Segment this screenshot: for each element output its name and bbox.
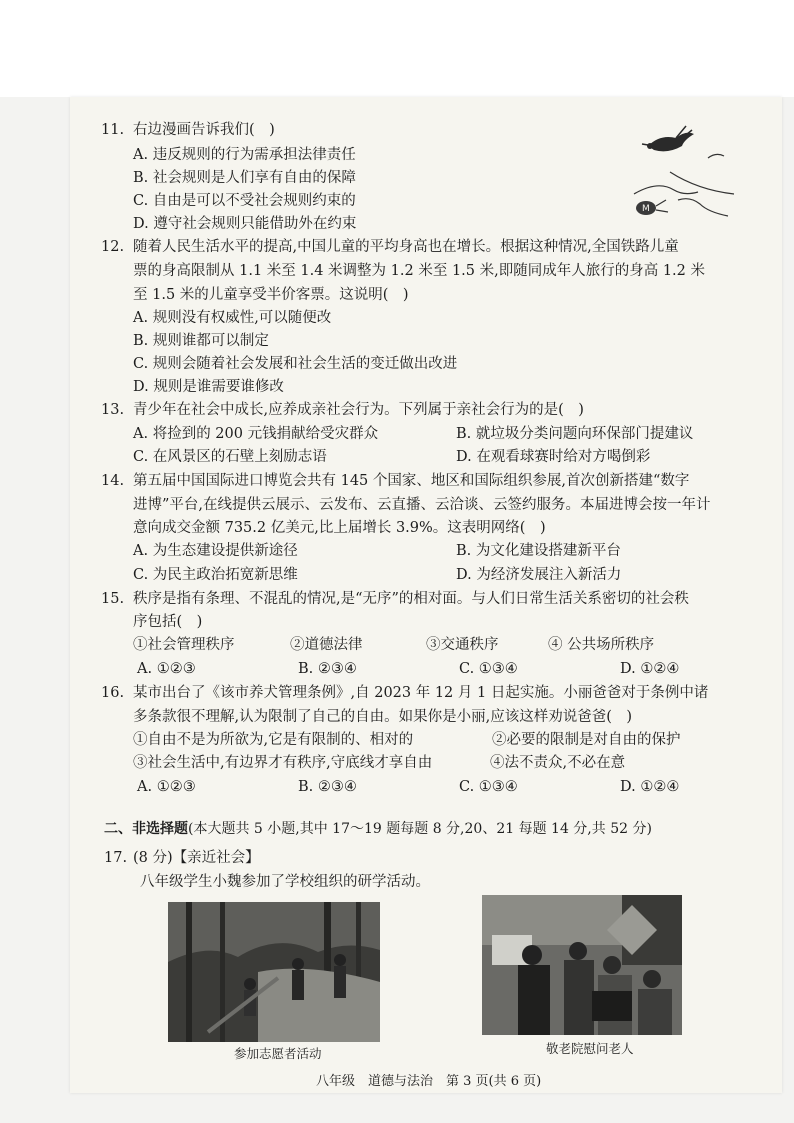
question-number: 17. [104,850,128,866]
nursing-home-photo [482,895,682,1035]
question-number: 13. [101,402,125,418]
option: A. 为生态建设提供新途径 [133,543,298,559]
question-stem-line: 随着人民生活水平的提高,中国儿童的平均身高也在增长。根据这种情况,全国铁路儿童 [133,239,679,255]
question-stem: 右边漫画告诉我们( ) [133,122,275,138]
option: A. ①②③ [137,661,196,677]
volunteer-activity-photo [168,902,380,1042]
question-stem-line: 第五届中国国际进口博览会共有 145 个国家、地区和国际组织参展,首次创新搭建“数字 [133,473,690,489]
question-number: 15. [101,591,125,607]
question-number: 16. [101,685,125,701]
option: A. ①②③ [137,779,196,795]
statement-item: ②必要的限制是对自由的保护 [492,732,681,748]
question-stem-line: 多条款很不理解,认为限制了自己的自由。如果你是小丽,应该这样劝说爸爸( ) [133,709,633,725]
option: C. 自由是可以不受社会规则约束的 [133,193,356,209]
fallen-figure-cartoon-icon [632,192,672,220]
question-stem-line: 意向成交金额 735.2 亿美元,比上届增长 3.9%。这表明网络( ) [133,520,546,536]
option: B. 规则谁都可以制定 [133,333,269,349]
option: D. 为经济发展注入新活力 [456,567,622,583]
photo-caption: 敬老院慰问老人 [546,1041,634,1056]
option: C. 规则会随着社会发展和社会生活的变迁做出改进 [133,356,458,372]
option: C. ①③④ [459,779,518,795]
photo-caption: 参加志愿者活动 [234,1046,322,1061]
option: D. ①②④ [620,779,680,795]
section-title: 二、非选择题 [104,821,188,837]
question-stem-line: 至 1.5 米的儿童享受半价客票。这说明( ) [133,287,409,303]
question-number: 11. [101,122,125,138]
question-stem: 青少年在社会中成长,应养成亲社会行为。下列属于亲社会行为的是( ) [133,402,584,418]
option: C. 在风景区的石壁上刻励志语 [133,449,327,465]
statement-item: ④法不责众,不必在意 [490,755,626,771]
option: B. 就垃圾分类问题向环保部门提建议 [456,426,694,442]
question-number: 14. [101,473,125,489]
option: B. 为文化建设搭建新平台 [456,543,621,559]
page-footer: 八年级 道德与法治 第 3 页(共 6 页) [316,1074,542,1089]
question-stem-line: 某市出台了《该市养犬管理条例》,自 2023 年 12 月 1 日起实施。小丽爸爸对于条例中诸 [133,685,709,701]
option: D. 在观看球赛时给对方喝倒彩 [456,449,651,465]
question-text: 八年级学生小魏参加了学校组织的研学活动。 [140,874,430,890]
option: B. ②③④ [298,661,357,677]
statement-item: ①自由不是为所欲为,它是有限制的、相对的 [133,732,414,748]
question-number: 12. [101,239,125,255]
statement-item: ③交通秩序 [426,637,499,653]
option: A. 违反规则的行为需承担法律责任 [133,147,356,163]
statement-item: ②道德法律 [290,637,363,653]
option: D. 遵守社会规则只能借助外在约束 [133,216,357,232]
statement-item: ③社会生活中,有边界才有秩序,守底线才享自由 [133,755,433,771]
option: B. 社会规则是人们享有自由的保障 [133,170,356,186]
question-stem-line: 序包括( ) [133,614,203,630]
option: D. ①②④ [620,661,680,677]
svg-text:M: M [642,204,650,214]
question-stem-line: 秩序是指有条理、不混乱的情况,是“无序”的相对面。与人们日常生活关系密切的社会秩 [133,591,689,607]
question-stem-line: 进博”平台,在线提供云展示、云发布、云直播、云洽谈、云签约服务。本届进博会按一年计 [133,497,711,513]
option: C. ①③④ [459,661,518,677]
statement-item: ①社会管理秩序 [133,637,235,653]
question-stem-line: 票的身高限制从 1.1 米至 1.4 米调整为 1.2 米至 1.5 米,即随同成年人旅行的身高 1.2 米 [133,263,705,279]
statement-item: ④ 公共场所秩序 [548,637,655,653]
option: C. 为民主政治拓宽新思维 [133,567,298,583]
section-note: (本大题共 5 小题,其中 17～19 题每题 8 分,20、21 每题 14 分,共 52 分) [188,821,652,837]
option: A. 规则没有权威性,可以随便改 [133,310,332,326]
option: D. 规则是谁需要谁修改 [133,379,284,395]
question-head: (8 分)【亲近社会】 [133,850,260,866]
section-heading [104,819,652,839]
option: B. ②③④ [298,779,357,795]
option: A. 将捡到的 200 元钱捐献给受灾群众 [133,426,379,442]
